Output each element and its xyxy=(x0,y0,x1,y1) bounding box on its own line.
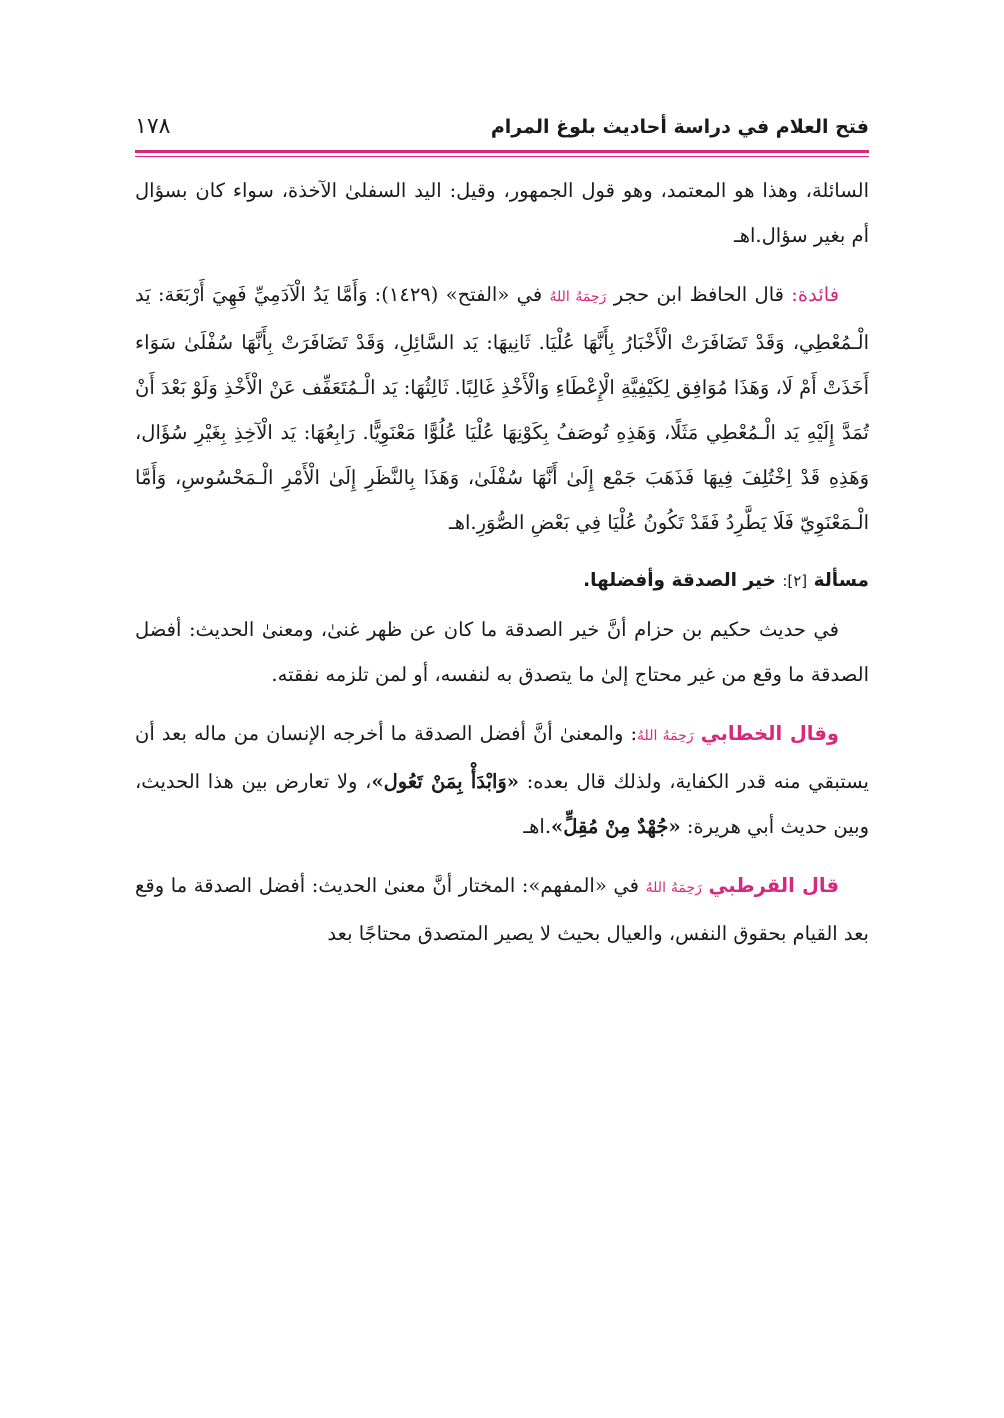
paragraph-qurtubi xyxy=(135,863,869,956)
khattabi-text-c: .اهـ xyxy=(523,815,552,838)
page-number: ١٧٨ xyxy=(135,114,171,139)
hadith-quote-2: «جُهْدٌ مِنْ مُقِلٍّ» xyxy=(551,815,681,838)
honorific-glyph: رَحِمَهُ اللهُ xyxy=(549,289,607,305)
paragraph-hakim: في حديث حكيم بن حزام أنَّ خير الصدقة ما كان عن ظهر غنىٰ، ومعنىٰ الحديث: أفضل الصدقة ما وقع من غير محتاج إلىٰ ما يتصدق به لنفسه، أو لمن تلزمه نفقته. xyxy=(135,618,869,686)
issue-title: خير الصدقة وأفضلها. xyxy=(583,570,776,591)
benefit-paragraph xyxy=(135,272,869,545)
khattabi-text-b: ، ولا تعارض بين هذا الحديث، وبين حديث أبي هريرة: xyxy=(135,770,869,838)
scholar-qurtubi: قال القرطبي xyxy=(708,874,840,897)
issue-label: مسألة xyxy=(813,570,869,591)
running-header xyxy=(135,112,869,152)
honorific-glyph: رَحِمَهُ اللهُ xyxy=(637,728,694,744)
header-rule-thick xyxy=(135,150,869,153)
body-text xyxy=(135,168,869,956)
scholar-khattabi: وقال الخطابي xyxy=(700,722,839,745)
benefit-quote: في «الفتح» (١٤٢٩): وَأَمَّا يَدُ الْآدَمِيِّ فَهِيَ أَرْبَعَة: يَد الْـمُعْطِي، وَقَدْ تَضَافَرَتْ الْأَخْبَارُ بِأَنَّهَا عُلْيَا. ثَانِيهَا: يَد السَّائِلِ، وَقَدْ تَضَافَرَتْ بِأَنَّهَا سُفْلَىٰ سَوَاء أَخَذَتْ أَمْ لَا، وَهَذَا مُوَافِق لِكَيْفِيَّةِ الْإِعْطَاءِ وَالْأَخْذِ غَالِبًا. ثَالِثُهَا: يَد الْـمُتَعَفِّف عَنْ الْأَخْذِ وَلَوْ بَعْدَ أَنْ تُمَدَّ إِلَيْهِ يَد الْـمُعْطِي مَثَلًا، وَهَذِهِ تُوصَفُ بِكَوْنِهَا عُلْيَا عُلُوًّا مَعْنَوِيًّا. رَابِعُهَا: يَد الْآخِذِ بِغَيْرِ سُؤَال، وَهَذِهِ قَدْ اِخْتُلِفَ فِيهَا فَذَهَبَ جَمْع إِلَىٰ أَنَّهَا سُفْلَىٰ، وَهَذَا بِالنَّظَرِ إِلَىٰ الْأَمْرِ الْـمَحْسُوسِ، وَأَمَّا الْـمَعْنَوِيّ فَلَا يَطَّرِدُ فَقَدْ تَكُونُ عُلْيَا فِي بَعْضِ الصُّوَرِ.اهـ xyxy=(135,283,869,534)
paragraph-khattabi xyxy=(135,711,869,849)
issue-number: [٢]: xyxy=(782,572,808,590)
book-title: فتح العلام في دراسة أحاديث بلوغ المرام xyxy=(490,116,869,138)
benefit-label: فائدة: xyxy=(791,283,840,306)
benefit-intro: قال الحافظ ابن حجر xyxy=(613,283,784,306)
paragraph-1: السائلة، وهذا هو المعتمد، وهو قول الجمهور، وقيل: اليد السفلىٰ الآخذة، سواء كان بسؤال أم بغير سؤال.اهـ xyxy=(135,179,869,247)
header-rule-thin xyxy=(135,156,869,157)
issue-heading xyxy=(135,561,869,601)
honorific-glyph: رَحِمَهُ اللهُ xyxy=(645,880,702,896)
hadith-quote-1: «وَابْدَأْ بِمَنْ تَعُول» xyxy=(371,770,519,793)
qurtubi-text: في «المفهم»: المختار أنَّ معنىٰ الحديث: أفضل الصدقة ما وقع بعد القيام بحقوق النفس، والعيال بحيث لا يصير المتصدق محتاجًا بعد xyxy=(135,874,869,945)
khattabi-text-a: : والمعنىٰ أنَّ أفضل الصدقة ما أخرجه الإنسان من ماله بعد أن يستبقي منه قدر الكفاية، ولذلك قال بعده: xyxy=(135,722,869,793)
